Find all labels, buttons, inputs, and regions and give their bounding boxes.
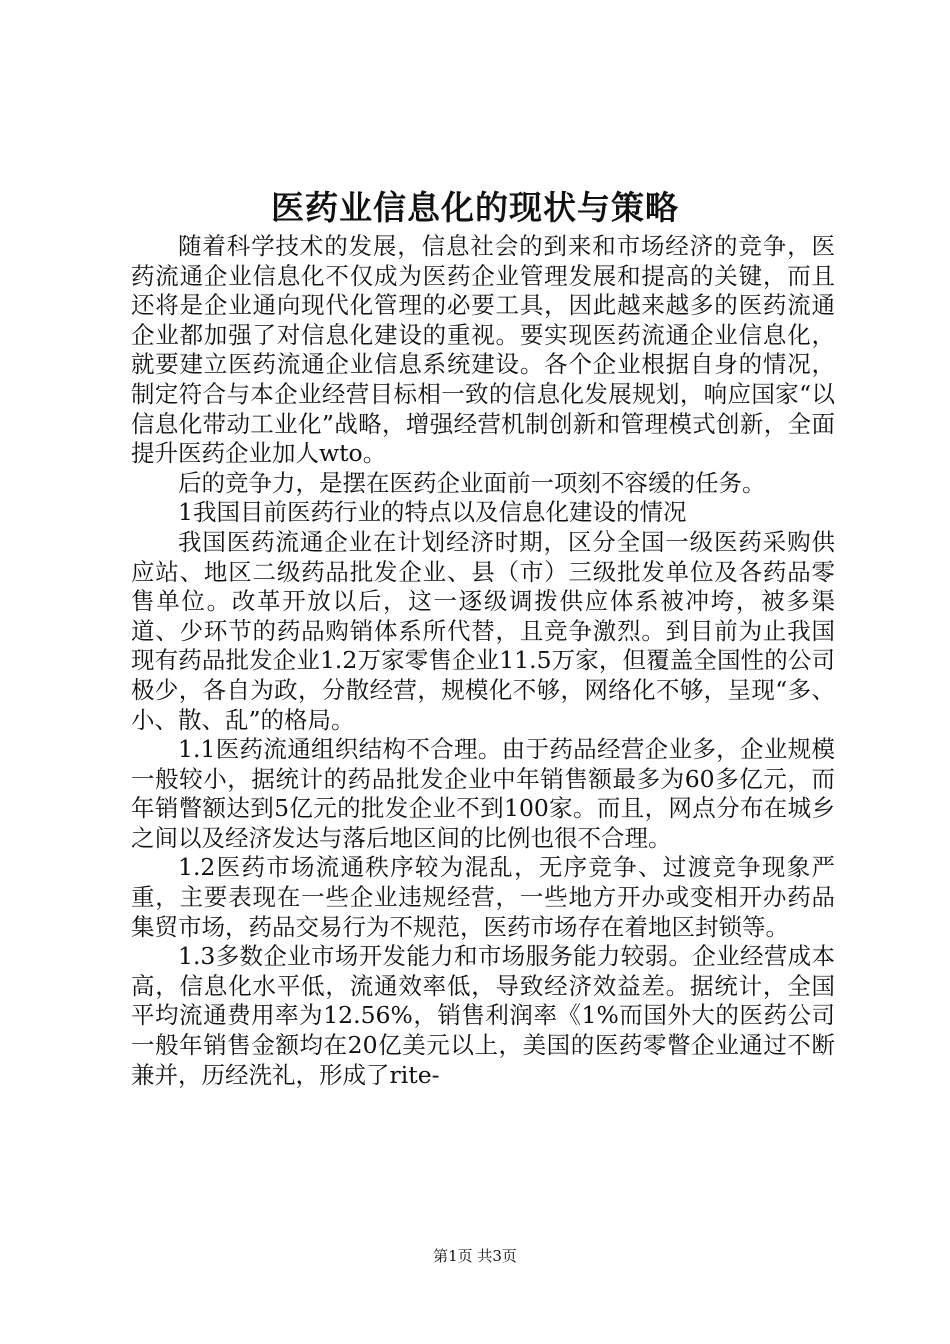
- page-indicator: 第1页 共3页: [433, 1247, 517, 1265]
- document-body: [131, 232, 835, 1090]
- section-heading-1: 1我国目前医药行业的特点以及信息化建设的情况: [178, 498, 687, 527]
- paragraph-continuation: 后的竞争力，是摆在医药企业面前一项刻不容缓的任务。: [178, 468, 766, 497]
- paragraph-1-2: 1.2医药市场流通秩序较为混乱，无序竞争、过渡竞争现象严重，主要表现在一些企业违规经营，一些地方开办或变相开办药品集贸市场，药品交易行为不规范，医药市场存在着地区封锁等。: [131, 853, 835, 941]
- paragraph-1-1: 1.1医药流通组织结构不合理。由于药品经营企业多，企业规模一般较小，据统计的药品批发企业中年销售额最多为60多亿元，而年销瞥额达到5亿元的批发企业不到100家。而且，网点分布在城乡之间以及经济发达与落后地区间的比例也很不合理。: [131, 735, 835, 852]
- paragraph-1-3: 1.3多数企业市场开发能力和市场服务能力较弱。企业经营成本高，信息化水平低，流通效率低，导致经济效益差。据统计，全国平均流通费用率为12.56%，销售利润率《1%而国外大的医药公司一般年销售金额均在20亿美元以上，美国的医药零瞥企业通过不断兼并，历经洗礼，形成了rite-: [131, 942, 835, 1089]
- paragraph-intro: 随着科学技术的发展，信息社会的到来和市场经济的竞争，医药流通企业信息化不仅成为医药企业管理发展和提高的关键，而且还将是企业通向现代化管理的必要工具，因此越来越多的医药流通企业都加强了对信息化建设的重视。要实现医药流通企业信息化，就要建立医药流通企业信息系统建设。各个企业根据自身的情况，制定符合与本企业经营目标相一致的信息化发展规划，响应国家“以信息化带动工业化”战略，增强经营机制创新和管理模式创新，全面提升医药企业加人wto。: [131, 232, 835, 468]
- paragraph-history: 我国医药流通企业在计划经济时期，区分全国一级医药采购供应站、地区二级药品批发企业、县（市）三级批发单位及各药品零售单位。改革开放以后，这一逐级调拨供应体系被冲垮，被多渠道、少环节的药品购销体系所代替，且竞争激烈。到目前为止我国现有药品批发企业1.2万家零售企业11.5万家，但覆盖全国性的公司极少，各自为政，分散经营，规模化不够，网络化不够，呈现“多、小、散、乱”的格局。: [131, 527, 835, 734]
- document-title: 医药业信息化的现状与策略: [271, 188, 679, 227]
